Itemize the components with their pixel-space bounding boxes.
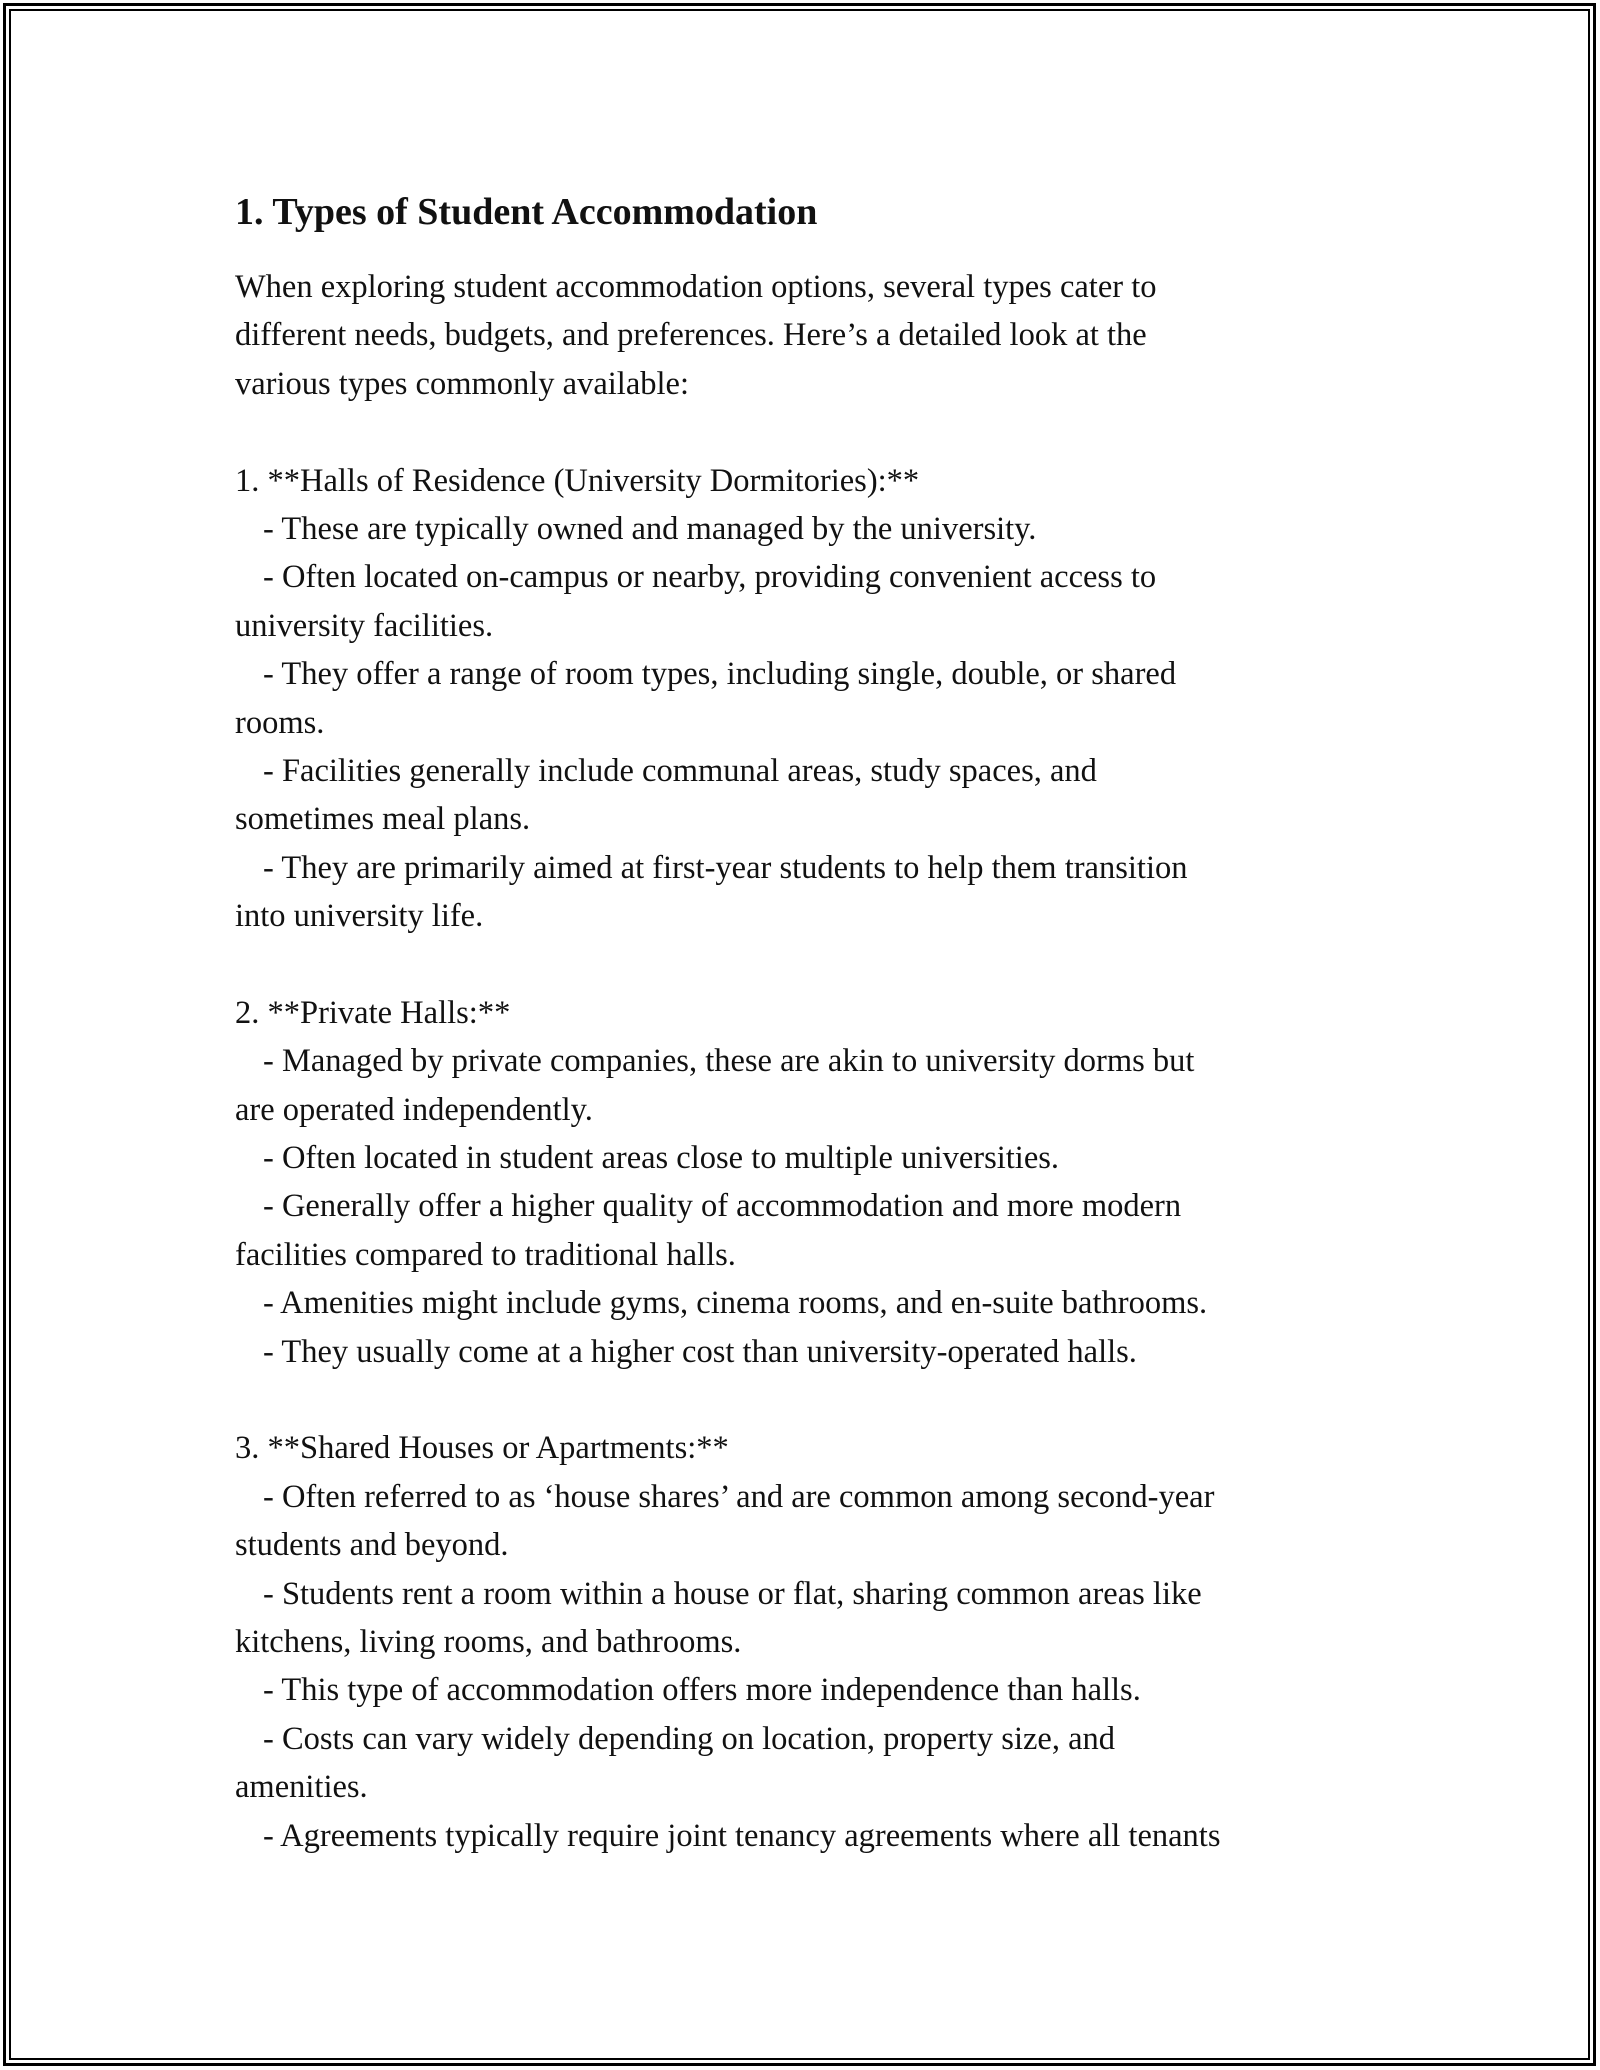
bullet-line: - These are typically owned and managed by the university.	[263, 510, 1037, 547]
text-line: 1. **Halls of Residence (University Dormitories):**	[235, 462, 920, 499]
bullet-line: - Managed by private companies, these are akin to university dorms but	[263, 1043, 1195, 1080]
bullet-line: - This type of accommodation offers more independence than halls.	[263, 1672, 1141, 1709]
text-line: students and beyond.	[235, 1527, 509, 1564]
text-line: different needs, budgets, and preferences. Here’s a detailed look at the	[235, 317, 1147, 354]
text-line: into university life.	[235, 898, 484, 935]
text-line: 2. **Private Halls:**	[235, 994, 511, 1031]
text-line: amenities.	[235, 1769, 368, 1806]
bullet-line: - Often located on-campus or nearby, providing convenient access to	[263, 559, 1157, 596]
bullet-line: - Often located in student areas close to multiple universities.	[263, 1140, 1060, 1177]
bullet-line: - Students rent a room within a house or flat, sharing common areas like	[263, 1575, 1202, 1612]
bullet-line: - They are primarily aimed at first-year students to help them transition	[263, 849, 1188, 886]
bullet-line: - They offer a range of room types, including single, double, or shared	[263, 656, 1177, 693]
text-line: When exploring student accommodation options, several types cater to	[235, 269, 1157, 305]
blank-line	[235, 408, 1365, 456]
text-line: 3. **Shared Houses or Apartments:**	[235, 1430, 729, 1467]
text-line: kitchens, living rooms, and bathrooms.	[235, 1623, 742, 1660]
bullet-line: - Often referred to as ‘house shares’ and are common among second-year	[263, 1478, 1215, 1515]
bullet-line: - Costs can vary widely depending on location, property size, and	[263, 1720, 1115, 1757]
paragraph-lines	[235, 263, 1365, 1860]
bullet-line: - Amenities might include gyms, cinema rooms, and en-suite bathrooms.	[263, 1285, 1208, 1322]
bullet-line: - Generally offer a higher quality of accommodation and more modern	[263, 1188, 1182, 1225]
text-line: sometimes meal plans.	[235, 801, 531, 838]
text-line: various types commonly available:	[235, 365, 689, 402]
document-body	[235, 188, 1365, 1860]
text-line: are operated independently.	[235, 1091, 593, 1128]
text-line: rooms.	[235, 704, 325, 741]
text-line: university facilities.	[235, 607, 494, 644]
bullet-line: - Facilities generally include communal areas, study spaces, and	[263, 752, 1097, 789]
text-line: facilities compared to traditional halls.	[235, 1236, 736, 1273]
blank-line	[235, 940, 1365, 988]
section-heading: 1. Types of Student Accommodation	[235, 191, 818, 233]
bullet-line: - Agreements typically require joint tenancy agreements where all tenants	[263, 1817, 1221, 1854]
blank-line	[235, 1376, 1365, 1424]
bullet-line: - They usually come at a higher cost than university-operated halls.	[263, 1333, 1137, 1370]
